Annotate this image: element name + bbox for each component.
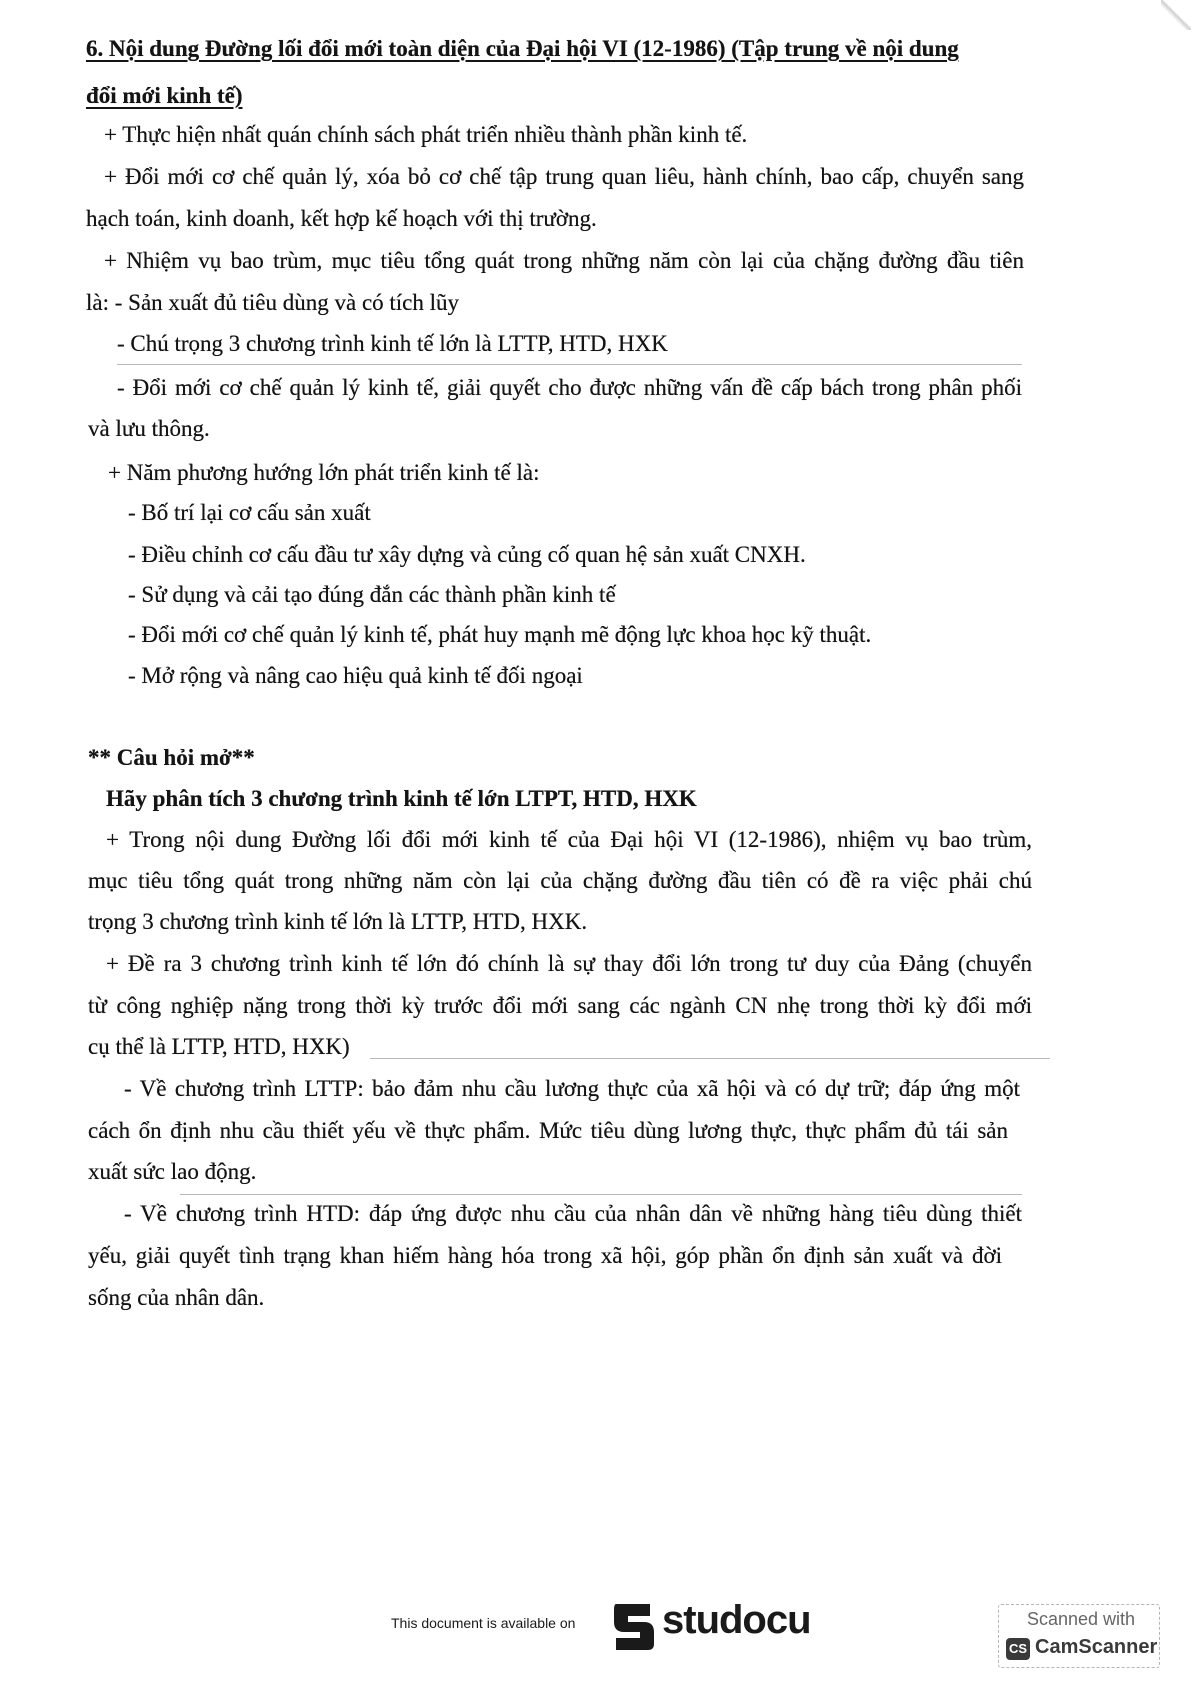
section-line-11: - Điều chỉnh cơ cấu đầu tư xây dựng và củng cố quan hệ sản xuất CNXH.: [128, 542, 806, 567]
section-line-7: - Đổi mới cơ chế quản lý kinh tế, giải quyết cho được những vấn đề cấp bách trong phân phối: [117, 375, 1022, 400]
studocu-wordmark: studocu: [662, 1598, 811, 1642]
answer-line-7: - Về chương trình LTTP: bảo đảm nhu cầu lương thực của xã hội và có dự trữ; đáp ứng một: [124, 1076, 1020, 1101]
answer-line-10: - Về chương trình HTD: đáp ứng được nhu cầu của nhân dân về những hàng tiêu dùng thiết: [124, 1201, 1022, 1226]
section-line-1: + Thực hiện nhất quán chính sách phát triển nhiều thành phần kinh tế.: [104, 122, 748, 147]
section-line-14: - Mở rộng và nâng cao hiệu quả kinh tế đối ngoại: [128, 663, 583, 688]
answer-line-4: + Đề ra 3 chương trình kinh tế lớn đó chính là sự thay đổi lớn trong tư duy của Đảng (chuyển: [106, 951, 1032, 976]
answer-line-1: + Trong nội dung Đường lối đổi mới kinh tế của Đại hội VI (12-1986), nhiệm vụ bao trùm,: [106, 827, 1032, 852]
scan-artifact-line: [370, 1058, 1050, 1059]
studocu-logo-icon: [610, 1600, 656, 1652]
answer-line-5: từ công nghiệp nặng trong thời kỳ trước đổi mới sang các ngành CN nhẹ trong thời kỳ đổi mới: [88, 993, 1032, 1018]
section-line-3: hạch toán, kinh doanh, kết hợp kế hoạch với thị trường.: [86, 206, 597, 231]
scanned-with-label: Scanned with: [1027, 1609, 1136, 1629]
open-question-prompt: Hãy phân tích 3 chương trình kinh tế lớn LTPT, HTD, HXK: [106, 786, 697, 811]
camscanner-logo-icon: CS: [1006, 1638, 1030, 1660]
answer-line-12: sống của nhân dân.: [88, 1285, 265, 1310]
camscanner-name: CamScanner: [1035, 1636, 1158, 1658]
answer-line-3: trọng 3 chương trình kinh tế lớn là LTTP, HTD, HXK.: [88, 909, 588, 934]
section-line-10: - Bố trí lại cơ cấu sản xuất: [128, 500, 371, 525]
studocu-availability-text: This document is available on: [391, 1615, 576, 1631]
section-line-13: - Đổi mới cơ chế quản lý kinh tế, phát huy mạnh mẽ động lực khoa học kỹ thuật.: [128, 622, 872, 647]
section-line-4: + Nhiệm vụ bao trùm, mục tiêu tổng quát trong những năm còn lại của chặng đường đầu tiên: [104, 248, 1024, 273]
answer-line-6: cụ thể là LTTP, HTD, HXK): [88, 1034, 350, 1059]
section-line-8: và lưu thông.: [88, 416, 210, 441]
section-line-2: + Đổi mới cơ chế quản lý, xóa bỏ cơ chế tập trung quan liêu, hành chính, bao cấp, chuyển sang: [104, 164, 1024, 189]
scan-artifact-line: [117, 364, 1022, 365]
answer-line-9: xuất sức lao động.: [88, 1159, 257, 1184]
answer-line-11: yếu, giải quyết tình trạng khan hiếm hàng hóa trong xã hội, góp phần ổn định sản xuất và đời: [88, 1243, 1002, 1268]
section-line-5: là: - Sản xuất đủ tiêu dùng và có tích lũy: [86, 290, 460, 315]
section-line-9: + Năm phương hướng lớn phát triển kinh tế là:: [108, 460, 540, 485]
answer-line-8: cách ổn định nhu cầu thiết yếu về thực phẩm. Mức tiêu dùng lương thực, thực phẩm đủ tái sản: [88, 1118, 1008, 1143]
section-title-line-1: 6. Nội dung Đường lối đổi mới toàn diện của Đại hội VI (12-1986) (Tập trung về nội dung: [86, 36, 959, 61]
answer-line-2: mục tiêu tổng quát trong những năm còn lại của chặng đường đầu tiên có đề ra việc phải chú: [88, 868, 1032, 893]
section-line-12: - Sử dụng và cải tạo đúng đắn các thành phần kinh tế: [128, 582, 616, 607]
scan-artifact-line: [180, 1194, 1022, 1195]
section-line-6: - Chú trọng 3 chương trình kinh tế lớn là LTTP, HTD, HXK: [117, 331, 668, 356]
section-title-line-2: đổi mới kinh tế): [86, 83, 243, 108]
open-question-heading: ** Câu hỏi mở**: [88, 745, 255, 770]
page-corner-fold: [1161, 0, 1191, 30]
camscanner-watermark: [998, 1604, 1160, 1668]
